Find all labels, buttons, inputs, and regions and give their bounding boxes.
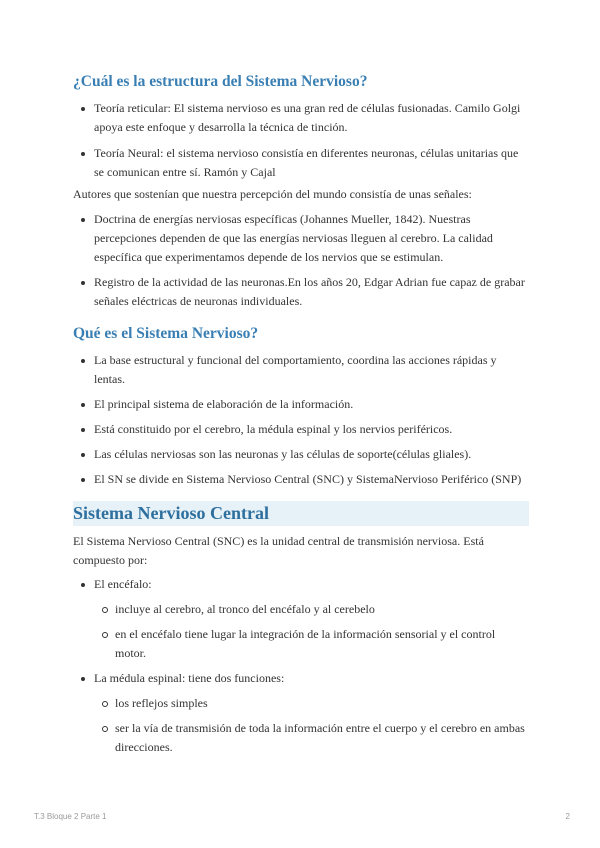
list-item-medula [73, 669, 529, 757]
page-number: 2 [565, 812, 570, 821]
list-teorias [73, 99, 529, 182]
list-autores [73, 210, 529, 311]
sublist-item: en el encéfalo tiene lugar la integración de la información sensorial y el control motor. [94, 625, 529, 663]
sublist-medula [94, 694, 529, 757]
page-content [73, 72, 529, 757]
paragraph-snc: El Sistema Nervioso Central (SNC) es la unidad central de transmisión nerviosa. Está compuesto por: [73, 534, 484, 567]
heading-que-es: Qué es el Sistema Nervioso? [73, 325, 259, 342]
paragraph-autores: Autores que sostenían que nuestra percepción del mundo consistía de unas señales: [73, 187, 472, 201]
list-item: El SN se divide en Sistema Nervioso Central (SNC) y SistemaNervioso Periférico (SNP) [73, 470, 529, 489]
sublist-encefalo [94, 600, 529, 663]
list-item: El principal sistema de elaboración de la información. [73, 395, 529, 414]
list-item: Teoría reticular: El sistema nervioso es una gran red de células fusionadas. Camilo Golgi apoya este enfoque y desarrolla la técnica de tinción. [73, 99, 529, 137]
list-item-label: El encéfalo: [94, 577, 152, 591]
list-snc [73, 575, 529, 757]
sublist-item: ser la vía de transmisión de toda la información entre el cuerpo y el cerebro en ambas direcciones. [94, 719, 529, 757]
list-item-label: La médula espinal: tiene dos funciones: [94, 671, 285, 685]
sublist-item: incluye al cerebro, al tronco del encéfalo y al cerebelo [94, 600, 529, 619]
list-item-encefalo [73, 575, 529, 663]
heading-snc: Sistema Nervioso Central [73, 501, 529, 526]
footer-left: T.3 Bloque 2 Parte 1 [34, 812, 107, 821]
list-item: Teoría Neural: el sistema nervioso consistía en diferentes neuronas, células unitarias que se comunican entre sí. Ramón y Cajal [73, 144, 529, 182]
list-item: La base estructural y funcional del comportamiento, coordina las acciones rápidas y lentas. [73, 351, 529, 389]
list-item: Registro de la actividad de las neuronas.En los años 20, Edgar Adrian fue capaz de grabar señales eléctricas de neuronas individuales. [73, 273, 529, 311]
heading-estructura: ¿Cuál es la estructura del Sistema Nervioso? [73, 73, 368, 90]
list-que-es [73, 351, 529, 489]
list-item: Está constituido por el cerebro, la médula espinal y los nervios periféricos. [73, 420, 529, 439]
list-item: Doctrina de energías nerviosas específicas (Johannes Mueller, 1842). Nuestras percepciones dependen de que las energías nerviosas lleguen al cerebro. La calidad específica que experimentamos depende de los nervios que se estimulan. [73, 210, 529, 267]
list-item: Las células nerviosas son las neuronas y las células de soporte(células gliales). [73, 445, 529, 464]
sublist-item: los reflejos simples [94, 694, 529, 713]
